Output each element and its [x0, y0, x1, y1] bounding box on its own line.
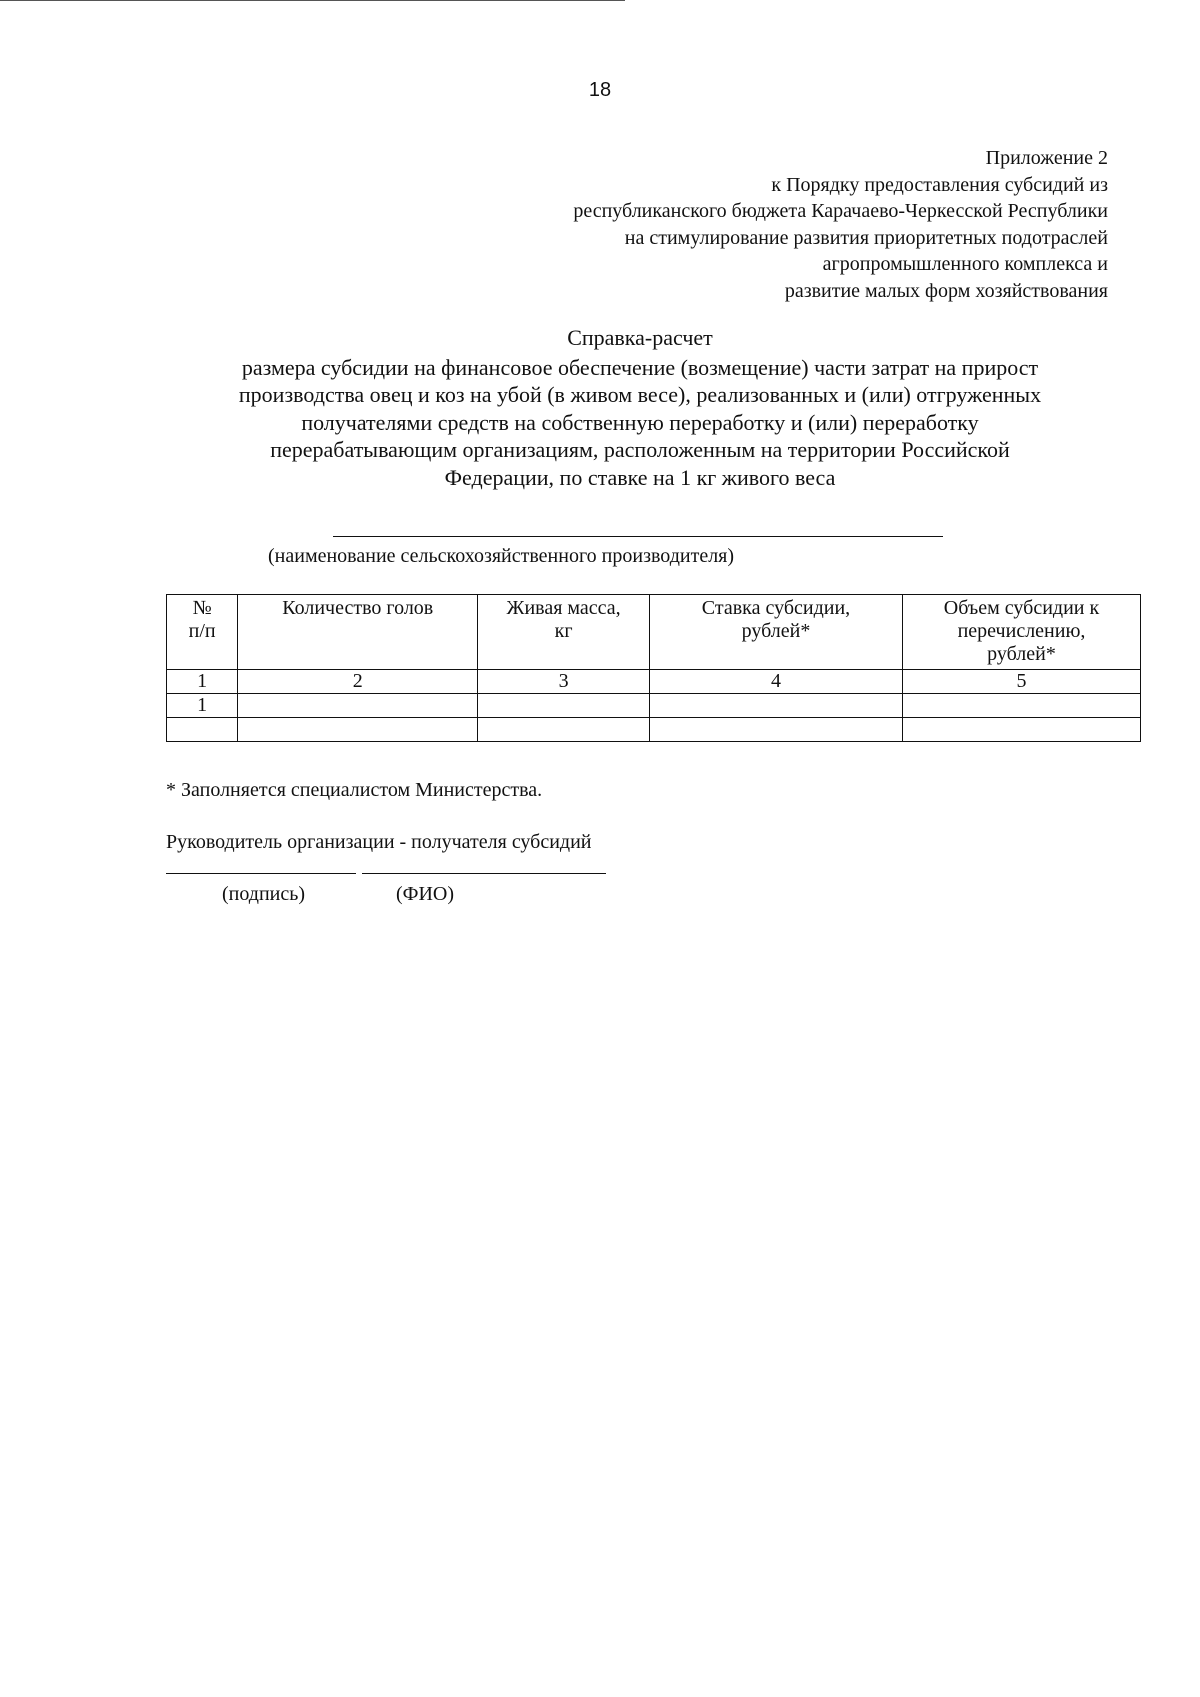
top-rule — [0, 0, 625, 1]
header-text: перечислению, — [957, 620, 1086, 642]
header-text: рублей* — [987, 643, 1056, 665]
table-cell — [903, 694, 1141, 718]
appendix-line: на стимулирование развития приоритетных подотраслей — [624, 226, 1108, 249]
appendix-line: развитие малых форм хозяйствования — [784, 279, 1108, 302]
table-cell — [903, 718, 1141, 742]
header-cell-head-count — [238, 595, 478, 670]
header-text: кг — [554, 620, 573, 642]
table-cell — [478, 694, 650, 718]
header-cell-subsidy-rate — [649, 595, 902, 670]
signature-caption: (подпись) — [222, 883, 306, 905]
table-cell — [238, 694, 478, 718]
document-subtitle-line: производства овец и коз на убой (в живом весе), реализованных и (или) отгруженных — [238, 382, 1042, 407]
document-subtitle-line: размера субсидии на финансовое обеспечение (возмещение) части затрат на прирост — [241, 354, 1039, 380]
table-row — [167, 694, 1141, 718]
fio-line — [362, 873, 606, 874]
header-text: п/п — [188, 620, 216, 642]
appendix-block — [408, 145, 1108, 304]
document-title-block — [160, 324, 1120, 491]
table-cell: 1 — [167, 694, 238, 718]
header-text: рублей* — [741, 620, 811, 642]
column-number-cell: 5 — [903, 670, 1141, 694]
document-subtitle-line: Федерации, по ставке на 1 кг живого веса — [444, 464, 836, 490]
header-text: Объем субсидии к — [943, 597, 1100, 619]
table-cell — [649, 694, 902, 718]
signature-line — [166, 873, 356, 874]
header-text: Живая масса, — [506, 597, 621, 619]
header-text: Ставка субсидии, — [701, 597, 851, 619]
page-number: 18 — [588, 79, 612, 101]
calculation-table — [166, 594, 1141, 742]
column-number-cell: 3 — [478, 670, 650, 694]
producer-name-line — [333, 536, 943, 537]
header-text: Количество голов — [282, 597, 434, 619]
table-cell — [478, 718, 650, 742]
footnote: * Заполняется специалистом Министерства. — [166, 779, 543, 801]
organization-head-label: Руководитель организации - получателя субсидий — [166, 831, 592, 853]
table-header-row — [167, 595, 1141, 670]
header-cell-subsidy-amount — [903, 595, 1141, 670]
header-cell-live-weight — [478, 595, 650, 670]
table-cell — [238, 718, 478, 742]
header-text: № — [192, 597, 212, 619]
table-cell — [649, 718, 902, 742]
producer-name-caption: (наименование сельскохозяйственного производителя) — [268, 545, 735, 567]
header-cell-number — [167, 595, 238, 670]
document-subtitle-line: перерабатывающим организациям, расположенным на территории Российской — [270, 437, 1010, 462]
fio-caption: (ФИО) — [396, 883, 455, 905]
column-number-cell: 1 — [167, 670, 238, 694]
appendix-line: республиканского бюджета Карачаево-Черкесской Республики — [573, 200, 1108, 222]
column-number-cell: 2 — [238, 670, 478, 694]
appendix-line: Приложение 2 — [985, 147, 1108, 169]
appendix-line: агропромышленного комплекса и — [822, 253, 1108, 275]
document-subtitle-line: получателями средств на собственную переработку и (или) переработку — [301, 409, 979, 435]
document-title: Справка-расчет — [567, 325, 713, 350]
appendix-line: к Порядку предоставления субсидий из — [771, 173, 1108, 196]
table-cell — [167, 718, 238, 742]
column-number-cell: 4 — [649, 670, 902, 694]
table-row — [167, 718, 1141, 742]
column-number-row — [167, 670, 1141, 694]
